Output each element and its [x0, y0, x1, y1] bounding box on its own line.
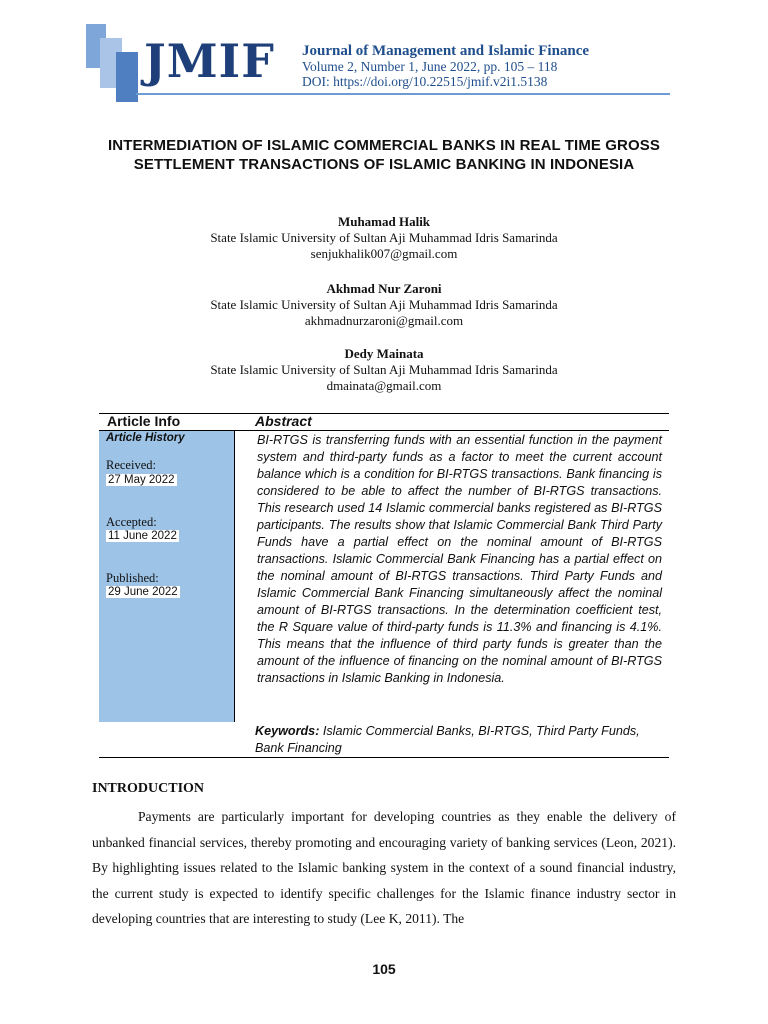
author-email[interactable]: akhmadnurzaroni@gmail.com: [304, 313, 464, 328]
keywords-label: Keywords:: [255, 724, 320, 738]
author-name: Dedy Mainata: [344, 346, 424, 361]
received-date: 27 May 2022: [108, 474, 175, 486]
author-email[interactable]: dmainata@gmail.com: [326, 378, 442, 393]
journal-name: Journal of Management and Islamic Finance: [302, 43, 590, 59]
author-affiliation: State Islamic University of Sultan Aji Muhammad Idris Samarinda: [210, 362, 558, 377]
table-rule-top: [99, 413, 669, 414]
abstract-text: BI-RTGS is transferring funds with an essential function in the payment system and third-party funds as a factor to meet the current account balance which is a condition for BI-RTGS transactions. Bank financing is considered to be able to affect the number of BI-RTGS transactions. This research used 14 Islamic commercial banks registered as BI-RTGS participants. The results show that Islamic Commercial Bank Third Party Funds have a partial effect on the nominal amount of BI-RTGS transactions. Islamic Commercial Bank Financing has a partial effect on the nominal amount of BI-RTGS transactions. Third Party Funds and Islamic Commercial Bank Financing simultaneously affect the nominal amount of BI-RTGS transactions. In the determination coefficient test, the R Square value of third-party funds is 11.3% and financing is 4.1%. This means that the influence of third party funds is greater than the amount of the influence of financing on the nominal amount of BI-RTGS transactions in Islamic Banking in Indonesia.: [257, 433, 662, 685]
journal-info: [302, 44, 589, 89]
author-email[interactable]: senjukhalik007@gmail.com: [310, 246, 458, 261]
volume-line: Volume 2, Number 1, June 2022, pp. 105 – 118: [302, 59, 558, 74]
author-block: [90, 346, 678, 394]
author-affiliation: State Islamic University of Sultan Aji Muhammad Idris Samarinda: [210, 297, 558, 312]
table-rule-bottom: [99, 757, 669, 758]
author-block: [90, 214, 678, 262]
abstract-heading: Abstract: [255, 413, 312, 429]
article-history-label: Article History: [106, 432, 185, 444]
logo-text: JMIF: [144, 34, 275, 88]
logo-square-dark: [116, 52, 138, 102]
introduction-heading: INTRODUCTION: [92, 781, 205, 796]
published-date: 29 June 2022: [108, 586, 178, 598]
doi-link[interactable]: DOI: https://doi.org/10.22515/jmif.v2i1.5138: [302, 74, 548, 89]
published-label: Published:: [106, 571, 159, 585]
received-label: Received:: [106, 458, 156, 472]
author-name: Akhmad Nur Zaroni: [326, 281, 442, 296]
keywords: [255, 723, 665, 757]
author-affiliation: State Islamic University of Sultan Aji Muhammad Idris Samarinda: [210, 230, 558, 245]
page-number: 105: [372, 961, 396, 977]
author-block: [90, 281, 678, 329]
journal-logo: [86, 24, 286, 104]
paper-title: INTERMEDIATION OF ISLAMIC COMMERCIAL BANKS IN REAL TIME GROSS SETTLEMENT TRANSACTIONS OF ISLAMIC BANKING IN INDONESIA: [108, 137, 660, 173]
author-name: Muhamad Halik: [337, 214, 431, 229]
table-rule-header: [99, 430, 669, 431]
article-info-heading: Article Info: [107, 413, 181, 429]
header-divider: [136, 93, 670, 95]
table-column-divider: [234, 430, 235, 722]
accepted-date: 11 June 2022: [108, 530, 177, 542]
accepted-label: Accepted:: [106, 515, 157, 529]
keywords-list: Islamic Commercial Banks, BI-RTGS, Third Party Funds, Bank Financing: [255, 724, 640, 755]
article-info-table: [99, 413, 669, 758]
introduction-paragraph: Payments are particularly important for developing countries as they enable the delivery of unbanked financial services, thereby promoting and encouraging variety of banking services (Leon, 2021). By highlighting issues related to the Islamic banking system in the context of a sound financial industry, the current study is expected to identify specific challenges for the Islamic finance industry sector in developing countries that are interesting to study (Lee K, 2011). The: [92, 809, 676, 926]
